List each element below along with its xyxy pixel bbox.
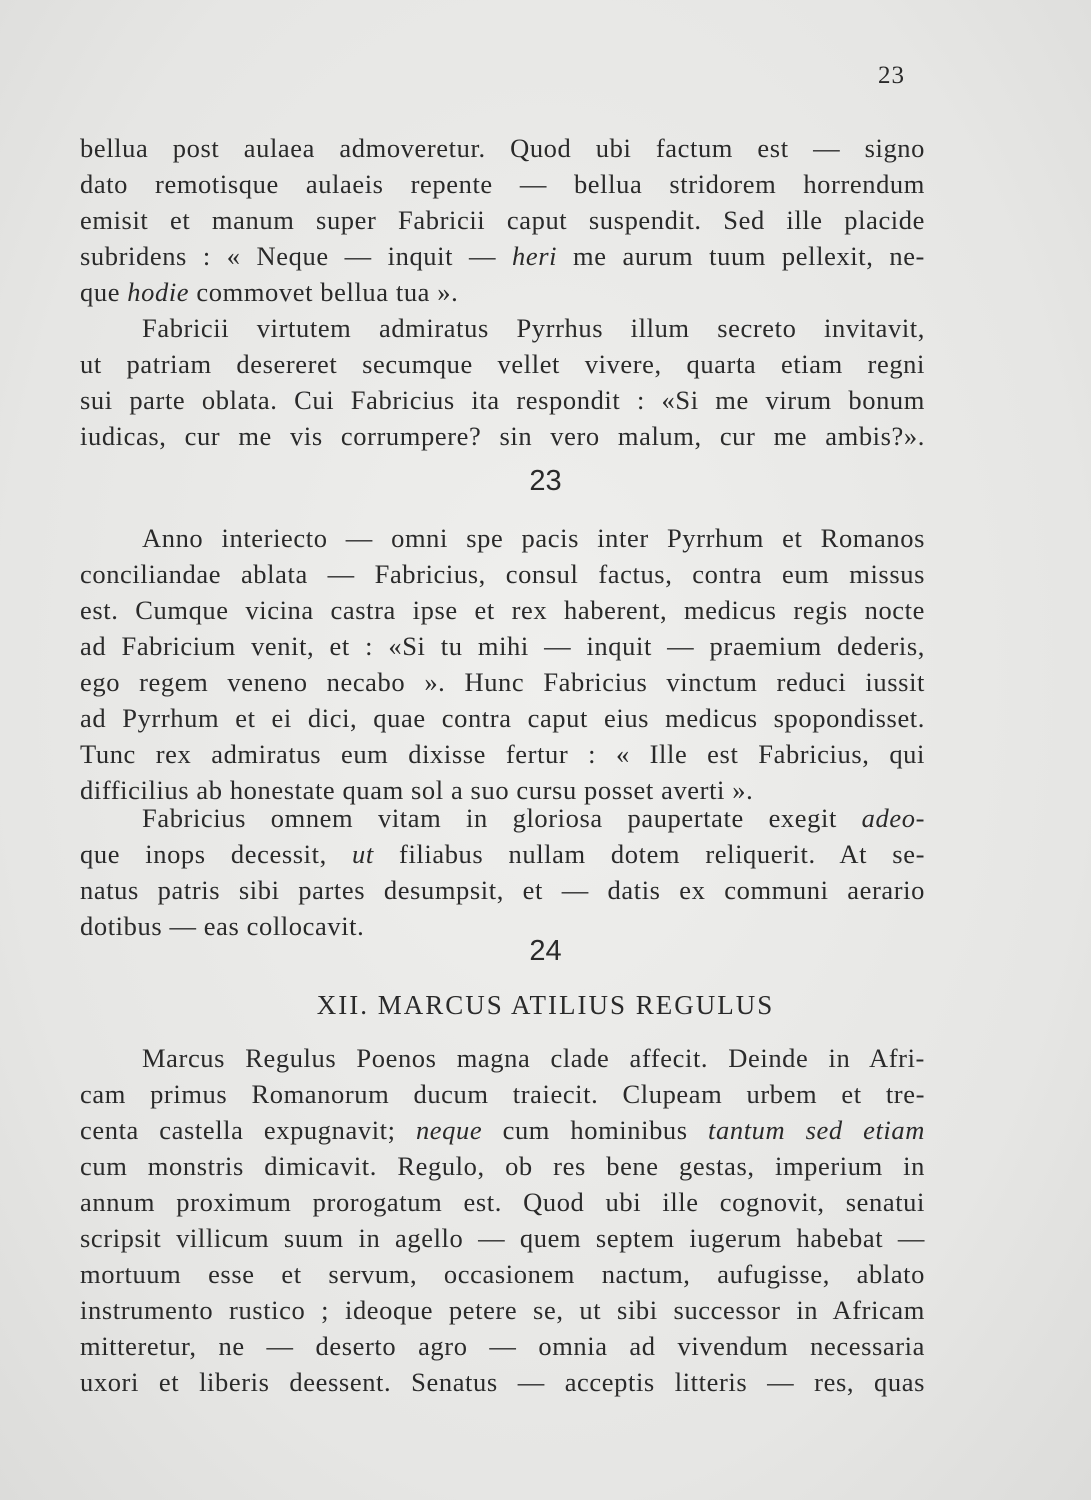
text-segment: conciliandae ablata — Fabricius, consul factus, contra eum missus <box>80 559 925 589</box>
text-line <box>80 800 925 836</box>
text-line <box>80 628 925 664</box>
text-segment: ad Pyrrhum et ei dici, quae contra caput eius medicus spopondisset. <box>80 703 925 733</box>
text-line <box>80 202 925 238</box>
section-number-24: 24 <box>529 935 562 967</box>
text-line <box>80 736 925 772</box>
italic-text: ut <box>352 839 374 869</box>
text-segment: Tunc rex admiratus eum dixisse fertur : « Ille est Fabricius, qui <box>80 739 925 769</box>
text-segment: est. Cumque vicina castra ipse et rex haberent, medicus regis nocte <box>80 595 925 625</box>
text-segment: uxori et liberis deessent. Senatus — acceptis litteris — res, quas <box>80 1367 925 1397</box>
text-segment: scripsit villicum suum in agello — quem septem iugerum habebat — <box>80 1223 925 1253</box>
italic-text: tantum sed etiam <box>708 1115 925 1145</box>
text-segment: instrumento rustico ; ideoque petere se, ut sibi successor in Africam <box>80 1295 925 1325</box>
text-line <box>80 274 925 310</box>
text-line <box>80 1256 925 1292</box>
text-segment: Marcus Regulus Poenos magna clade affecit. Deinde in Afri- <box>142 1043 925 1073</box>
text-line <box>80 238 925 274</box>
text-segment: centa castella expugnavit; <box>80 1115 416 1145</box>
text-line <box>80 836 925 872</box>
text-line <box>80 1076 925 1112</box>
text-segment: Fabricius omnem vitam in gloriosa paupertate exegit <box>142 803 862 833</box>
text-segment: sui parte oblata. Cui Fabricius ita respondit : «Si me virum bonum <box>80 385 925 415</box>
text-segment: bellua post aulaea admoveretur. Quod ubi factum est — signo <box>80 133 925 163</box>
chapter-title: XII. MARCUS ATILIUS REGULUS <box>316 990 775 1020</box>
text-segment: mortuum esse et servum, occasionem nactum, aufugisse, ablato <box>80 1259 925 1289</box>
text-line <box>80 520 925 556</box>
paragraph-fabricii-virtutem <box>80 310 925 454</box>
text-segment: cum monstris dimicavit. Regulo, ob res bene gestas, imperium in <box>80 1151 925 1181</box>
text-segment: ad Fabricium venit, et : «Si tu mihi — inquit — praemium dederis, <box>80 631 925 661</box>
text-segment: filiabus nullam dotem reliquerit. At se- <box>373 839 926 869</box>
text-line <box>80 664 925 700</box>
text-line <box>80 130 925 166</box>
text-segment: Fabricii virtutem admiratus Pyrrhus illum secreto invitavit, <box>142 313 925 343</box>
text-segment: difficilius ab honestate quam sol a suo cursu posset averti ». <box>80 775 754 805</box>
text-line <box>80 310 925 346</box>
text-line <box>80 1040 925 1076</box>
italic-text: adeo- <box>861 803 925 833</box>
text-segment: mitteretur, ne — deserto agro — omnia ad vivendum necessaria <box>80 1331 925 1361</box>
paragraph-anno-interiecto <box>80 520 925 808</box>
text-line <box>80 166 925 202</box>
text-segment: emisit et manum super Fabricii caput suspendit. Sed ille placide <box>80 205 925 235</box>
text-segment: dato remotisque aulaeis repente — bellua stridorem horrendum <box>80 169 925 199</box>
text-segment: natus patris sibi partes desumpsit, et — datis ex communi aerario <box>80 875 925 905</box>
italic-text: heri <box>512 241 558 271</box>
text-segment: Anno interiecto — omni spe pacis inter Pyrrhum et Romanos <box>142 523 925 553</box>
text-line <box>80 382 925 418</box>
text-line <box>80 1220 925 1256</box>
text-line <box>80 1364 925 1400</box>
page-number: 23 <box>878 62 905 89</box>
paragraph-marcus-regulus <box>80 1040 925 1400</box>
text-line <box>80 1148 925 1184</box>
text-line <box>80 1112 925 1148</box>
text-line <box>80 418 925 454</box>
paragraph-continuation <box>80 130 925 310</box>
text-segment: subridens : « Neque — inquit — <box>80 241 513 271</box>
italic-text: hodie <box>127 277 190 307</box>
italic-text: neque <box>415 1115 483 1145</box>
text-line <box>80 346 925 382</box>
text-segment: annum proximum prorogatum est. Quod ubi ille cognovit, senatui <box>80 1187 925 1217</box>
text-segment: ut patriam desereret secumque vellet vivere, quarta etiam regni <box>80 349 925 379</box>
text-segment: cam primus Romanorum ducum traiecit. Clupeam urbem et tre- <box>80 1079 925 1109</box>
text-segment: cum hominibus <box>482 1115 709 1145</box>
text-segment: me aurum tuum pellexit, ne- <box>557 241 925 271</box>
text-segment: ego regem veneno necabo ». Hunc Fabricius vinctum reduci iussit <box>80 667 925 697</box>
text-line <box>80 1328 925 1364</box>
text-line <box>80 872 925 908</box>
text-segment: iudicas, cur me vis corrumpere? sin vero malum, cur me ambis?». <box>80 421 925 451</box>
text-line <box>80 700 925 736</box>
text-segment: que inops decessit, <box>80 839 352 869</box>
section-number-23: 23 <box>529 465 562 497</box>
text-line <box>80 592 925 628</box>
text-segment: que <box>80 277 128 307</box>
paragraph-fabricius-omnem <box>80 800 925 944</box>
text-segment: dotibus — eas collocavit. <box>80 911 365 941</box>
text-line <box>80 556 925 592</box>
text-line <box>80 1292 925 1328</box>
text-line <box>80 1184 925 1220</box>
text-segment: commovet bellua tua ». <box>189 277 459 307</box>
